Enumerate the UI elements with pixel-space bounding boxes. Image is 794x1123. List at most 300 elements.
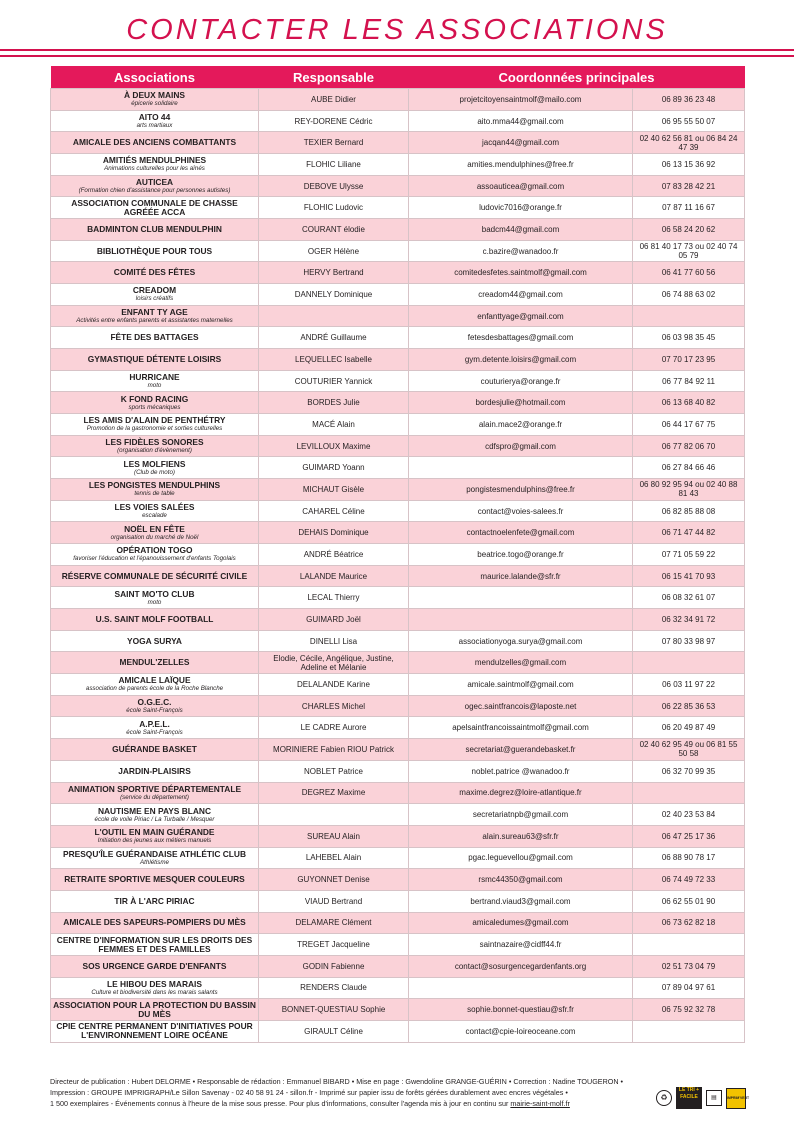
email-cell[interactable]: couturierya@orange.fr <box>409 370 633 392</box>
association-name: AMICALE LAÏQUE <box>118 675 191 686</box>
association-description: favoriser l'éducation et l'épanouissement d'enfants Togolais <box>73 555 236 563</box>
association-cell <box>51 652 259 674</box>
association-cell <box>51 717 259 739</box>
table-row <box>51 154 745 176</box>
responsable-cell: DEGREZ Maxime <box>259 782 409 804</box>
association-name: JARDIN-PLAISIRS <box>118 765 191 776</box>
email-cell[interactable]: enfanttyage@gmail.com <box>409 305 633 327</box>
association-cell <box>51 327 259 349</box>
association-cell <box>51 999 259 1021</box>
association-cell <box>51 262 259 284</box>
association-cell <box>51 284 259 306</box>
table-row <box>51 847 745 869</box>
email-cell[interactable]: sophie.bonnet-questiau@sfr.fr <box>409 999 633 1021</box>
email-cell[interactable]: comitedesfetes.saintmolf@gmail.com <box>409 262 633 284</box>
association-cell <box>51 110 259 132</box>
association-cell <box>51 414 259 436</box>
association-name: LES AMIS D'ALAIN DE PENTHÉTRY <box>83 415 226 426</box>
phone-cell: 07 87 11 16 67 <box>633 197 745 219</box>
email-cell[interactable]: cdfspro@gmail.com <box>409 435 633 457</box>
association-name: À DEUX MAINS <box>124 90 185 101</box>
table-row <box>51 695 745 717</box>
association-name: LES MOLFIENS <box>123 458 186 469</box>
email-cell[interactable]: maxime.degrez@loire-atlantique.fr <box>409 782 633 804</box>
association-cell <box>51 89 259 111</box>
table-row <box>51 890 745 912</box>
association-description: Promotion de la gastronomie et sorties culturelles <box>86 425 223 433</box>
association-name: AMICALE DES ANCIENS COMBATTANTS <box>72 137 237 148</box>
association-name: CREADOM <box>132 285 177 296</box>
association-cell <box>51 912 259 934</box>
association-cell <box>51 544 259 566</box>
association-cell <box>51 890 259 912</box>
responsable-cell: GIRAULT Céline <box>259 1020 409 1042</box>
phone-cell: 06 81 40 17 73 ou 02 40 74 05 79 <box>633 240 745 262</box>
responsable-cell: GUIMARD Yoann <box>259 457 409 479</box>
email-cell <box>409 977 633 999</box>
association-name: GYMASTIQUE DÉTENTE LOISIRS <box>87 353 222 364</box>
responsable-cell: COURANT élodie <box>259 219 409 241</box>
association-cell <box>51 370 259 392</box>
email-cell[interactable]: contact@voies-salees.fr <box>409 500 633 522</box>
responsable-cell: DEBOVE Ulysse <box>259 175 409 197</box>
email-cell[interactable]: contact@cpie-loireoceane.com <box>409 1020 633 1042</box>
table-row <box>51 479 745 501</box>
association-cell <box>51 804 259 826</box>
association-name: HURRICANE <box>129 372 180 383</box>
phone-cell <box>633 305 745 327</box>
email-cell[interactable]: fetesdesbattages@gmail.com <box>409 327 633 349</box>
association-description: association de parents école de la Roche Blanche <box>85 685 224 693</box>
email-cell[interactable]: aito.mma44@gmail.com <box>409 110 633 132</box>
responsable-cell: COUTURIER Yannick <box>259 370 409 392</box>
table-row <box>51 327 745 349</box>
association-name: A.P.E.L. <box>139 718 170 729</box>
table-row <box>51 240 745 262</box>
association-description: Activités entre enfants parents et assistantes maternelles <box>76 317 233 325</box>
table-row <box>51 457 745 479</box>
association-description: organisation du marché de Noël <box>110 533 199 541</box>
header-coordonnees: Coordonnées principales <box>409 66 745 89</box>
table-row <box>51 609 745 631</box>
responsable-cell: REY-DORENE Cédric <box>259 110 409 132</box>
email-cell[interactable]: bertrand.viaud3@gmail.com <box>409 890 633 912</box>
phone-cell: 06 74 88 63 02 <box>633 284 745 306</box>
association-name: CPIE CENTRE PERMANENT D'INITIATIVES POUR L'ENVIRONNEMENT LOIRE OCÉANE <box>56 1021 253 1041</box>
phone-cell: 06 03 11 97 22 <box>633 674 745 696</box>
association-name: YOGA SURYA <box>127 635 182 646</box>
phone-cell: 02 51 73 04 79 <box>633 955 745 977</box>
responsable-cell: DELALANDE Karine <box>259 674 409 696</box>
association-cell <box>51 674 259 696</box>
phone-cell: 06 27 84 66 46 <box>633 457 745 479</box>
title-rule-top <box>0 49 794 51</box>
email-cell[interactable]: c.bazire@wanadoo.fr <box>409 240 633 262</box>
table-row <box>51 630 745 652</box>
association-name: RETRAITE SPORTIVE MESQUER COULEURS <box>64 874 245 885</box>
phone-cell: 06 75 92 32 78 <box>633 999 745 1021</box>
responsable-cell: DEHAIS Dominique <box>259 522 409 544</box>
email-cell[interactable]: jacqan44@gmail.com <box>409 132 633 154</box>
association-cell <box>51 479 259 501</box>
association-name: ASSOCIATION POUR LA PROTECTION DU BASSIN DU MÈS <box>53 999 256 1019</box>
recycle-icon: ♻ <box>656 1090 672 1106</box>
table-row <box>51 977 745 999</box>
phone-cell: 06 47 25 17 36 <box>633 825 745 847</box>
association-cell <box>51 609 259 631</box>
association-description: école Saint-François <box>126 728 183 736</box>
phone-cell: 06 71 47 44 82 <box>633 522 745 544</box>
email-cell[interactable]: bordesjulie@hotmail.com <box>409 392 633 414</box>
table-row <box>51 349 745 371</box>
association-cell <box>51 977 259 999</box>
phone-cell: 06 73 62 82 18 <box>633 912 745 934</box>
table-row <box>51 652 745 674</box>
association-name: ASSOCIATION COMMUNALE DE CHASSE AGRÉÉE ACCA <box>71 197 238 217</box>
association-name: OPÉRATION TOGO <box>116 545 193 556</box>
email-cell[interactable]: amicaledumes@gmail.com <box>409 912 633 934</box>
association-description: (Club de moto) <box>134 468 175 476</box>
association-cell <box>51 240 259 262</box>
email-cell[interactable]: assoauticea@gmail.com <box>409 175 633 197</box>
table-row <box>51 262 745 284</box>
email-cell[interactable]: pgac.leguevellou@gmail.com <box>409 847 633 869</box>
phone-cell: 07 80 33 98 97 <box>633 630 745 652</box>
association-name: TIR À L'ARC PIRIAC <box>114 895 195 906</box>
association-cell <box>51 630 259 652</box>
table-row <box>51 544 745 566</box>
table-row <box>51 284 745 306</box>
phone-cell <box>633 652 745 674</box>
responsable-cell: HERVY Bertrand <box>259 262 409 284</box>
association-cell <box>51 132 259 154</box>
associations-table <box>50 66 745 1043</box>
association-name: MENDUL'ZELLES <box>119 657 190 668</box>
responsable-cell: Elodie, Cécile, Angélique, Justine, Adeline et Mélanie <box>259 652 409 674</box>
association-cell <box>51 587 259 609</box>
association-cell <box>51 435 259 457</box>
responsable-cell: MACÉ Alain <box>259 414 409 436</box>
responsable-cell: GODIN Fabienne <box>259 955 409 977</box>
imprim-label: IMPRIM'VERT <box>727 1096 750 1100</box>
responsable-cell: RENDERS Claude <box>259 977 409 999</box>
footer-logos <box>656 1087 750 1109</box>
triman-logo <box>676 1087 702 1109</box>
association-cell <box>51 760 259 782</box>
phone-cell: 06 58 24 20 62 <box>633 219 745 241</box>
phone-cell: 06 77 82 06 70 <box>633 435 745 457</box>
association-description: loisirs créatifs <box>135 295 174 303</box>
table-row <box>51 999 745 1021</box>
phone-cell: 07 83 28 42 21 <box>633 175 745 197</box>
association-cell <box>51 934 259 956</box>
responsable-cell <box>259 305 409 327</box>
association-cell <box>51 522 259 544</box>
table-row <box>51 110 745 132</box>
table-row <box>51 760 745 782</box>
phone-cell: 06 80 92 95 94 ou 02 40 88 81 43 <box>633 479 745 501</box>
page-title: CONTACTER LES ASSOCIATIONS <box>126 14 668 46</box>
association-name: K FOND RACING <box>120 393 189 404</box>
footer-line-2: Impression : GROUPE IMPRIGRAPH/Le Sillon Savenay - 02 40 58 91 24 - sillon.fr - Imprimé sur papier issu de forêts gérées durablement avec encres végétales • <box>50 1088 568 1097</box>
table-row <box>51 89 745 111</box>
email-cell[interactable]: pongistesmendulphins@free.fr <box>409 479 633 501</box>
association-name: BIBLIOTHÈQUE POUR TOUS <box>96 245 213 256</box>
footer-line-3 <box>50 1098 650 1109</box>
table-row <box>51 565 745 587</box>
email-cell[interactable]: saintnazaire@cidff44.fr <box>409 934 633 956</box>
association-description: Athlétisme <box>140 858 169 866</box>
association-description: (service du département) <box>120 793 189 801</box>
phone-cell: 07 71 05 59 22 <box>633 544 745 566</box>
association-cell <box>51 219 259 241</box>
phone-cell: 06 32 70 99 35 <box>633 760 745 782</box>
responsable-cell: LEQUELLEC Isabelle <box>259 349 409 371</box>
association-description: escalade <box>142 512 167 520</box>
phone-cell: 06 08 32 61 07 <box>633 587 745 609</box>
paper-icon: ▤ <box>706 1090 722 1106</box>
association-name: RÉSERVE COMMUNALE DE SÉCURITÉ CIVILE <box>61 570 248 581</box>
association-cell <box>51 175 259 197</box>
email-cell[interactable]: beatrice.togo@orange.fr <box>409 544 633 566</box>
phone-cell: 06 82 85 88 08 <box>633 500 745 522</box>
phone-cell: 06 89 36 23 48 <box>633 89 745 111</box>
phone-cell: 06 22 85 36 53 <box>633 695 745 717</box>
table-row <box>51 825 745 847</box>
email-cell[interactable]: amicale.saintmolf@gmail.com <box>409 674 633 696</box>
email-cell[interactable]: rsmc44350@gmail.com <box>409 869 633 891</box>
association-cell <box>51 305 259 327</box>
association-name: BADMINTON CLUB MENDULPHIN <box>87 223 222 234</box>
association-description: arts martiaux <box>136 122 173 129</box>
association-description: épicerie solidaire <box>131 100 178 108</box>
responsable-cell: SUREAU Alain <box>259 825 409 847</box>
association-name: SOS URGENCE GARDE D'ENFANTS <box>82 960 227 971</box>
responsable-cell: MICHAUT Gisèle <box>259 479 409 501</box>
email-cell[interactable]: ogec.saintfrancois@laposte.net <box>409 695 633 717</box>
association-name: LES FIDÈLES SONORES <box>105 437 204 448</box>
association-name: L'OUTIL EN MAIN GUÉRANDE <box>94 827 215 838</box>
responsable-cell: LAHEBEL Alain <box>259 847 409 869</box>
imprim-vert-logo <box>726 1088 750 1109</box>
association-name: COMITÉ DES FÊTES <box>113 267 196 278</box>
association-name: SAINT MO'TO CLUB <box>114 588 195 599</box>
association-name: GUÉRANDE BASKET <box>112 743 197 754</box>
table-row <box>51 674 745 696</box>
phone-cell: 06 13 15 36 92 <box>633 154 745 176</box>
table-row <box>51 435 745 457</box>
table-row <box>51 175 745 197</box>
phone-cell: 02 40 62 56 81 ou 06 84 24 47 39 <box>633 132 745 154</box>
phone-cell: 06 15 41 70 93 <box>633 565 745 587</box>
responsable-cell: MORINIERE Fabien RIOU Patrick <box>259 739 409 761</box>
association-description: tennis de table <box>134 490 175 498</box>
association-name: LES PONGISTES MENDULPHINS <box>88 480 221 491</box>
phone-cell <box>633 1020 745 1042</box>
association-name: FÊTE DES BATTAGES <box>110 332 199 343</box>
association-description: école Saint-François <box>126 707 183 715</box>
phone-cell <box>633 782 745 804</box>
triman-label: LE TRI + FACILE <box>678 1087 700 1100</box>
association-name: CENTRE D'INFORMATION SUR LES DROITS DES FEMMES ET DES FAMILLES <box>56 934 253 954</box>
table-row <box>51 717 745 739</box>
association-description: moto <box>147 598 162 606</box>
association-name: NAUTISME EN PAYS BLANC <box>97 805 212 816</box>
table-row <box>51 392 745 414</box>
email-cell[interactable]: ludovic7016@orange.fr <box>409 197 633 219</box>
email-cell <box>409 609 633 631</box>
phone-cell: 06 13 68 40 82 <box>633 392 745 414</box>
association-name: LE HIBOU DES MARAIS <box>107 978 202 989</box>
responsable-cell: DELAMARE Clément <box>259 912 409 934</box>
phone-cell: 02 40 62 95 49 ou 06 81 55 50 58 <box>633 739 745 761</box>
association-name: U.S. SAINT MOLF FOOTBALL <box>95 613 214 624</box>
responsable-cell: DANNELY Dominique <box>259 284 409 306</box>
association-description: (Formation chien d'assistance pour personnes autistes) <box>78 187 231 195</box>
responsable-cell: AUBE Didier <box>259 89 409 111</box>
phone-cell: 06 41 77 60 56 <box>633 262 745 284</box>
association-cell <box>51 392 259 414</box>
email-cell[interactable]: creadom44@gmail.com <box>409 284 633 306</box>
association-cell <box>51 565 259 587</box>
table-row <box>51 804 745 826</box>
responsable-cell: NOBLET Patrice <box>259 760 409 782</box>
email-cell[interactable]: noblet.patrice @wanadoo.fr <box>409 760 633 782</box>
association-cell <box>51 349 259 371</box>
responsable-cell: LE CADRE Aurore <box>259 717 409 739</box>
table-row <box>51 500 745 522</box>
email-cell[interactable]: apelsaintfrancoissaintmolf@gmail.com <box>409 717 633 739</box>
responsable-cell: GUYONNET Denise <box>259 869 409 891</box>
phone-cell: 07 89 04 97 61 <box>633 977 745 999</box>
table-row <box>51 1020 745 1042</box>
table-row <box>51 934 745 956</box>
association-cell <box>51 869 259 891</box>
association-description: école de voile Piriac / La Turballe / Mesquer <box>94 815 215 823</box>
association-description: moto <box>147 382 162 390</box>
responsable-cell: ANDRÉ Béatrice <box>259 544 409 566</box>
email-cell[interactable]: maurice.lalande@sfr.fr <box>409 565 633 587</box>
email-cell[interactable]: gym.detente.loisirs@gmail.com <box>409 349 633 371</box>
responsable-cell: ANDRÉ Guillaume <box>259 327 409 349</box>
phone-cell: 06 32 34 91 72 <box>633 609 745 631</box>
email-cell[interactable]: secretariat@guerandebasket.fr <box>409 739 633 761</box>
responsable-cell: LEVILLOUX Maxime <box>259 435 409 457</box>
table-row <box>51 522 745 544</box>
association-name: LES VOIES SALÉES <box>114 502 195 513</box>
association-name: NOËL EN FÊTE <box>124 523 185 534</box>
footer-line-3-text: 1 500 exemplaires - Événements connus à l'heure de la mise sous presse. Pour plus d'informations, consulter l'agenda mis à jour en continu sur <box>50 1099 509 1108</box>
association-name: ENFANT TY AGE <box>121 307 188 318</box>
table-row <box>51 955 745 977</box>
responsable-cell: LECAL Thierry <box>259 587 409 609</box>
phone-cell: 06 20 49 87 49 <box>633 717 745 739</box>
table-header-row <box>51 66 745 89</box>
table-row <box>51 370 745 392</box>
email-cell[interactable]: contactnoelenfete@gmail.com <box>409 522 633 544</box>
footer-line-1: Directeur de publication : Hubert DELORME • Responsable de rédaction : Emmanuel BIBARD • Mise en page : Gwendoline GRANGE-GUÉRIN • Correction : Nadine TOUGERON • <box>50 1077 624 1086</box>
association-description: sports mécaniques <box>128 403 181 411</box>
email-cell[interactable]: contact@sosurgencegardenfants.org <box>409 955 633 977</box>
association-name: ANIMATION SPORTIVE DÉPARTEMENTALE <box>67 783 242 794</box>
responsable-cell: BONNET-QUESTIAU Sophie <box>259 999 409 1021</box>
association-cell <box>51 1020 259 1042</box>
email-cell[interactable]: amities.mendulphines@free.fr <box>409 154 633 176</box>
association-cell <box>51 457 259 479</box>
table-row <box>51 869 745 891</box>
table-row <box>51 305 745 327</box>
responsable-cell: FLOHIC Liliane <box>259 154 409 176</box>
responsable-cell: DINELLI Lisa <box>259 630 409 652</box>
association-name: AMICALE DES SAPEURS-POMPIERS DU MÈS <box>63 917 246 928</box>
phone-cell: 06 74 49 72 33 <box>633 869 745 891</box>
association-cell <box>51 695 259 717</box>
responsable-cell: GUIMARD Joël <box>259 609 409 631</box>
phone-cell: 06 62 55 01 90 <box>633 890 745 912</box>
association-name: O.G.E.C. <box>137 697 172 708</box>
responsable-cell: OGER Hélène <box>259 240 409 262</box>
responsable-cell: VIAUD Bertrand <box>259 890 409 912</box>
header-responsable: Responsable <box>259 66 409 89</box>
footer-credits <box>50 1076 650 1109</box>
email-cell[interactable]: mendulzelles@gmail.com <box>409 652 633 674</box>
phone-cell: 06 88 90 78 17 <box>633 847 745 869</box>
website-link[interactable]: mairie-saint-molf.fr <box>510 1099 570 1108</box>
association-name: PRESQU'ÎLE GUÉRANDAISE ATHLÉTIC CLUB <box>63 848 246 859</box>
phone-cell: 06 44 17 67 75 <box>633 414 745 436</box>
association-cell <box>51 739 259 761</box>
association-description: Animations culturelles pour les aînés <box>104 165 205 173</box>
association-cell <box>51 197 259 219</box>
email-cell <box>409 457 633 479</box>
association-name: AITO 44 <box>138 112 171 122</box>
table-row <box>51 912 745 934</box>
header-associations: Associations <box>51 66 259 89</box>
email-cell[interactable]: secretariatnpb@gmail.com <box>409 804 633 826</box>
table-row <box>51 132 745 154</box>
table-row <box>51 782 745 804</box>
title-rule-bottom <box>0 55 794 57</box>
responsable-cell: BORDES Julie <box>259 392 409 414</box>
email-cell[interactable]: alain.sureau63@sfr.fr <box>409 825 633 847</box>
table-row <box>51 219 745 241</box>
table-row <box>51 414 745 436</box>
email-cell[interactable]: alain.mace2@orange.fr <box>409 414 633 436</box>
association-name: AUTICEA <box>135 177 174 188</box>
association-description: (organisation d'évènement) <box>117 447 192 455</box>
phone-cell: 06 95 55 50 07 <box>633 110 745 132</box>
responsable-cell: CHARLES Michel <box>259 695 409 717</box>
association-cell <box>51 825 259 847</box>
responsable-cell: CAHAREL Céline <box>259 500 409 522</box>
table-row <box>51 197 745 219</box>
phone-cell: 07 70 17 23 95 <box>633 349 745 371</box>
responsable-cell: TREGET Jacqueline <box>259 934 409 956</box>
responsable-cell: TEXIER Bernard <box>259 132 409 154</box>
responsable-cell <box>259 804 409 826</box>
association-cell <box>51 847 259 869</box>
email-cell[interactable]: projetcitoyensaintmolf@mailo.com <box>409 89 633 111</box>
responsable-cell: FLOHIC Ludovic <box>259 197 409 219</box>
phone-cell <box>633 934 745 956</box>
responsable-cell: LALANDE Maurice <box>259 565 409 587</box>
association-name: AMITIÉS MENDULPHINES <box>102 155 207 166</box>
phone-cell: 02 40 23 53 84 <box>633 804 745 826</box>
email-cell <box>409 587 633 609</box>
email-cell[interactable]: badcm44@gmail.com <box>409 219 633 241</box>
email-cell[interactable]: associationyoga.surya@gmail.com <box>409 630 633 652</box>
association-cell <box>51 500 259 522</box>
